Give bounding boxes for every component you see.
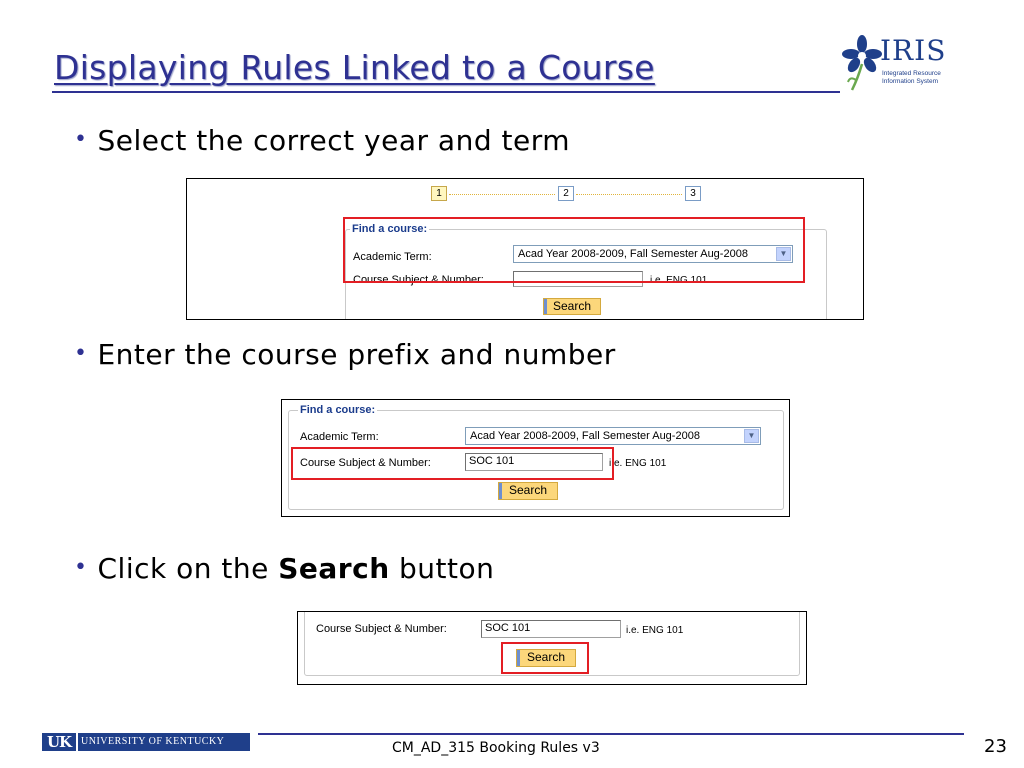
chevron-down-icon[interactable]: ▼ [776,247,791,261]
screenshot-find-course-step1 [186,178,864,320]
page-number: 23 [984,736,1007,757]
screenshot-search-click [297,611,807,685]
search-button[interactable]: Search [543,298,601,315]
bullet-2 [74,338,616,371]
search-button[interactable]: Search [498,482,558,500]
iris-subtitle-line2: Information System [882,78,938,85]
term-label: Academic Term: [300,431,379,443]
term-label: Academic Term: [353,251,432,263]
screenshot-find-course-step2 [281,399,790,517]
chevron-down-icon[interactable]: ▼ [744,429,759,443]
highlight-box-course [291,447,614,480]
course-label: Course Subject & Number: [300,457,431,469]
uk-name: UNIVERSITY OF KENTUCKY [78,733,250,751]
course-label: Course Subject & Number: [353,274,484,286]
university-logo [42,733,250,751]
step-1[interactable]: 1 [431,186,447,201]
academic-term-value: Acad Year 2008-2009, Fall Semester Aug-2008 [470,430,700,442]
academic-term-select[interactable] [465,427,761,445]
footer-rule [258,733,964,735]
bullet-3-suffix: button [389,552,495,585]
course-label: Course Subject & Number: [316,623,447,635]
bullet-2-text: Enter the course prefix and number [97,338,616,371]
bullet-dot-icon: • [74,341,88,366]
bullet-1-text: Select the correct year and term [97,124,571,157]
bullet-1 [74,124,570,157]
flower-icon [842,34,882,92]
title-rule [52,91,840,93]
course-hint: i.e. ENG 101 [609,458,667,469]
slide-title: Displaying Rules Linked to a Course [54,48,655,87]
course-hint: i.e. ENG 101 [650,275,708,286]
step-3[interactable]: 3 [685,186,701,201]
course-hint: i.e. ENG 101 [626,625,684,636]
iris-wordmark: IRIS [880,34,947,67]
iris-subtitle [882,70,941,86]
search-button[interactable]: Search [516,649,576,667]
iris-subtitle-line1: Integrated Resource [882,70,941,77]
step-connector [449,194,555,195]
highlight-box-search [501,642,589,674]
bullet-dot-icon: • [74,127,88,152]
bullet-3-prefix: Click on the [97,552,279,585]
highlight-box-term [343,217,805,283]
step-connector [576,194,682,195]
fieldset-legend: Find a course: [300,404,376,416]
course-subject-input[interactable]: SOC 101 [465,453,603,471]
academic-term-value: Acad Year 2008-2009, Fall Semester Aug-2008 [518,248,748,260]
course-subject-input[interactable]: SOC 101 [481,620,621,638]
step-2[interactable]: 2 [558,186,574,201]
bullet-dot-icon: • [74,555,88,580]
bullet-3 [74,552,494,585]
iris-logo [842,34,952,92]
footer-text: CM_AD_315 Booking Rules v3 [392,740,600,756]
uk-mark: UK [42,733,76,751]
fieldset-legend: Find a course: [352,223,428,235]
bullet-3-bold: Search [278,552,390,585]
